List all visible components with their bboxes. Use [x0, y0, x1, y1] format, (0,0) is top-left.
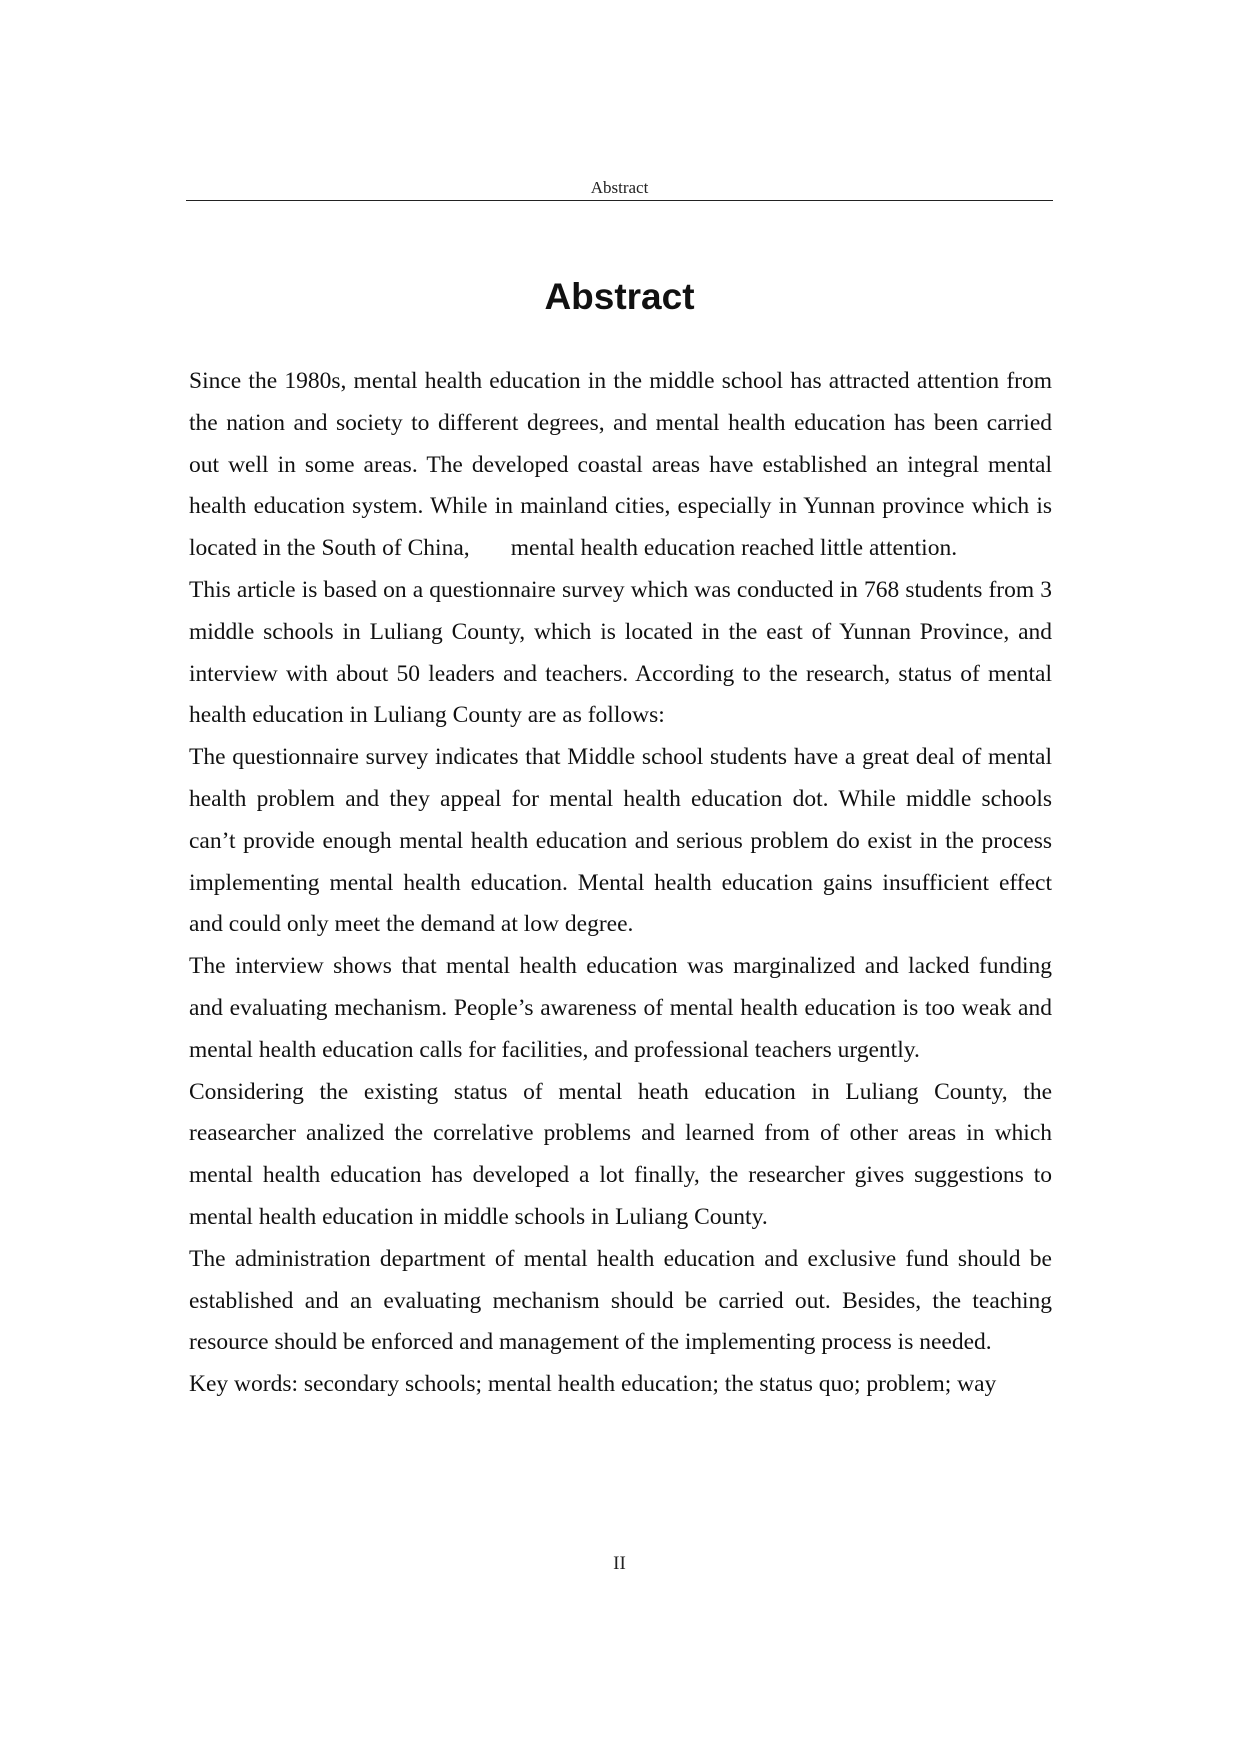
- page-title: Abstract: [544, 276, 695, 317]
- abstract-paragraph: Considering the existing status of mental heath education in Luliang County, the reasearcher analized the correlative problems and learned from of other areas in which mental health education has developed a lot finally, the researcher gives suggestions to mental health education in middle schools in Luliang County.: [189, 1078, 1052, 1230]
- abstract-paragraph: This article is based on a questionnaire survey which was conducted in 768 students from 3 middle schools in Luliang County, which is located in the east of Yunnan Province, and interview with about 50 leaders and teachers. According to the research, status of mental health education in Luliang County are as follows:: [189, 576, 1052, 729]
- abstract-paragraph: The administration department of mental health education and exclusive fund should be established and an evaluating mechanism should be carried out. Besides, the teaching resource should be enforced and management of the implementing process is needed.: [189, 1245, 1052, 1356]
- header-divider: [186, 200, 1053, 201]
- abstract-paragraph: The interview shows that mental health education was marginalized and lacked funding and evaluating mechanism. People’s awareness of mental health education is too weak and mental health education calls for facilities, and professional teachers urgently.: [189, 953, 1052, 1063]
- page-number: II: [613, 1553, 626, 1574]
- abstract-paragraph: Since the 1980s, mental health education in the middle school has attracted attention from the nation and society to different degrees, and mental health education has been carried out well in some areas. The developed coastal areas have established an integral mental health education system. While in mainland cities, especially in Yunnan province which is located in the South of China, mental health education reached little attention.: [189, 368, 1058, 562]
- running-header: Abstract: [590, 178, 649, 197]
- abstract-paragraph: The questionnaire survey indicates that Middle school students have a great deal of mental health problem and they appeal for mental health education dot. While middle schools can’t provide enough mental health education and serious problem do exist in the process implementing mental health education. Mental health education gains insufficient effect and could only meet the demand at low degree.: [189, 744, 1052, 938]
- keywords-line: Key words: secondary schools; mental health education; the status quo; problem; way: [189, 1371, 997, 1398]
- abstract-body: [189, 361, 1058, 1406]
